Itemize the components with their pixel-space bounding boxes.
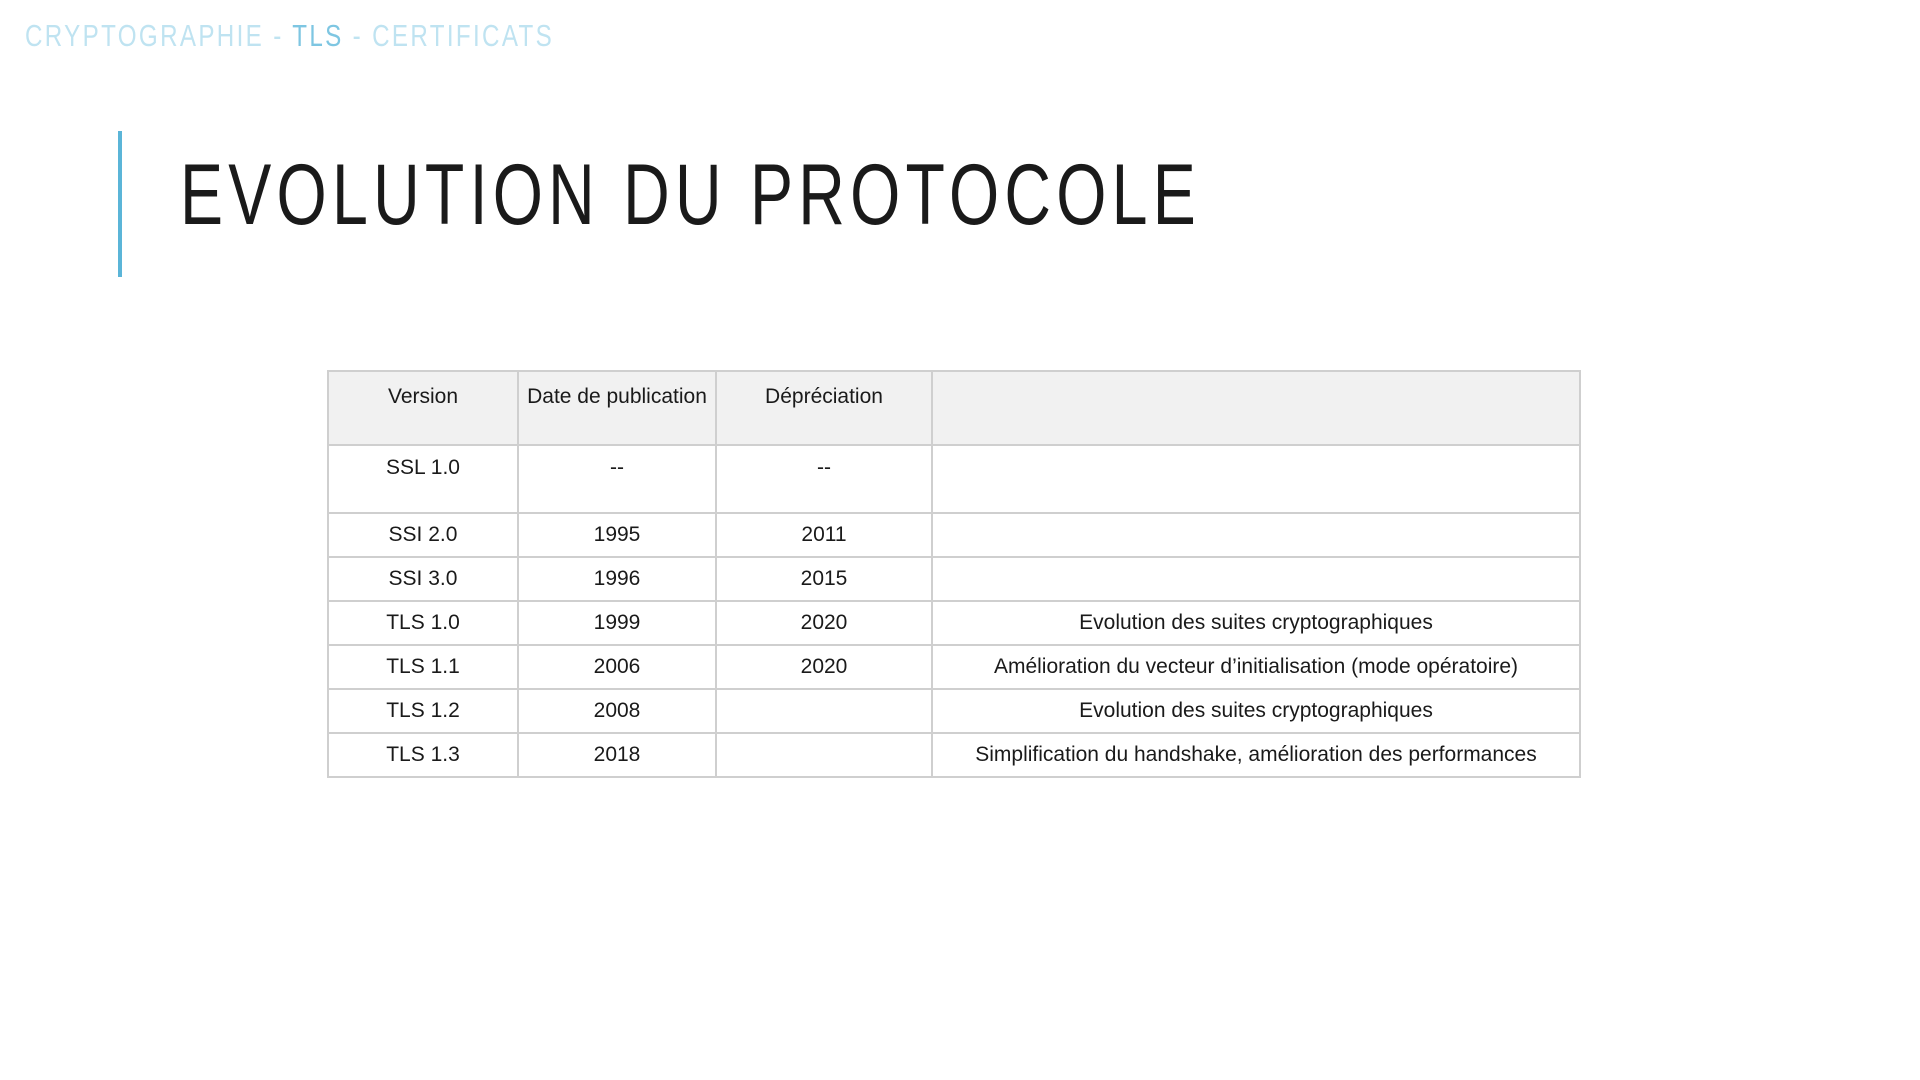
table-header-row <box>328 371 1580 445</box>
cell-version: TLS 1.2 <box>328 689 518 733</box>
cell-depreciation: 2015 <box>716 557 932 601</box>
cell-version: SSI 3.0 <box>328 557 518 601</box>
cell-description <box>932 557 1580 601</box>
cell-description: Simplification du handshake, amélioration des performances <box>932 733 1580 777</box>
breadcrumb-part-tls: TLS <box>292 18 344 53</box>
page-title: EVOLUTION DU PROTOCOLE <box>180 147 1202 243</box>
cell-date: 1996 <box>518 557 716 601</box>
cell-version: SSL 1.0 <box>328 445 518 513</box>
cell-version: SSI 2.0 <box>328 513 518 557</box>
cell-depreciation: 2020 <box>716 645 932 689</box>
cell-depreciation: -- <box>716 445 932 513</box>
breadcrumb-part-cryptographie: CRYPTOGRAPHIE - <box>25 18 293 53</box>
table-row <box>328 601 1580 645</box>
title-accent-bar <box>118 131 122 277</box>
cell-version: TLS 1.0 <box>328 601 518 645</box>
header-description <box>932 371 1580 445</box>
breadcrumb-part-certificats: - CERTIFICATS <box>343 18 555 53</box>
table-row <box>328 445 1580 513</box>
cell-version: TLS 1.3 <box>328 733 518 777</box>
cell-date: 2008 <box>518 689 716 733</box>
cell-description: Evolution des suites cryptographiques <box>932 689 1580 733</box>
cell-date: 1995 <box>518 513 716 557</box>
header-version: Version <box>328 371 518 445</box>
header-depreciation: Dépréciation <box>716 371 932 445</box>
cell-description <box>932 445 1580 513</box>
cell-depreciation <box>716 689 932 733</box>
cell-description: Amélioration du vecteur d’initialisation (mode opératoire) <box>932 645 1580 689</box>
protocol-versions-table <box>327 370 1581 778</box>
cell-date: -- <box>518 445 716 513</box>
cell-date: 2018 <box>518 733 716 777</box>
cell-description <box>932 513 1580 557</box>
cell-date: 1999 <box>518 601 716 645</box>
table-row <box>328 733 1580 777</box>
table-row <box>328 689 1580 733</box>
table-row <box>328 513 1580 557</box>
cell-version: TLS 1.1 <box>328 645 518 689</box>
table-row <box>328 645 1580 689</box>
breadcrumb <box>25 18 554 54</box>
cell-date: 2006 <box>518 645 716 689</box>
cell-description: Evolution des suites cryptographiques <box>932 601 1580 645</box>
header-date-de-publication: Date de publication <box>518 371 716 445</box>
table-row <box>328 557 1580 601</box>
cell-depreciation: 2020 <box>716 601 932 645</box>
cell-depreciation <box>716 733 932 777</box>
cell-depreciation: 2011 <box>716 513 932 557</box>
